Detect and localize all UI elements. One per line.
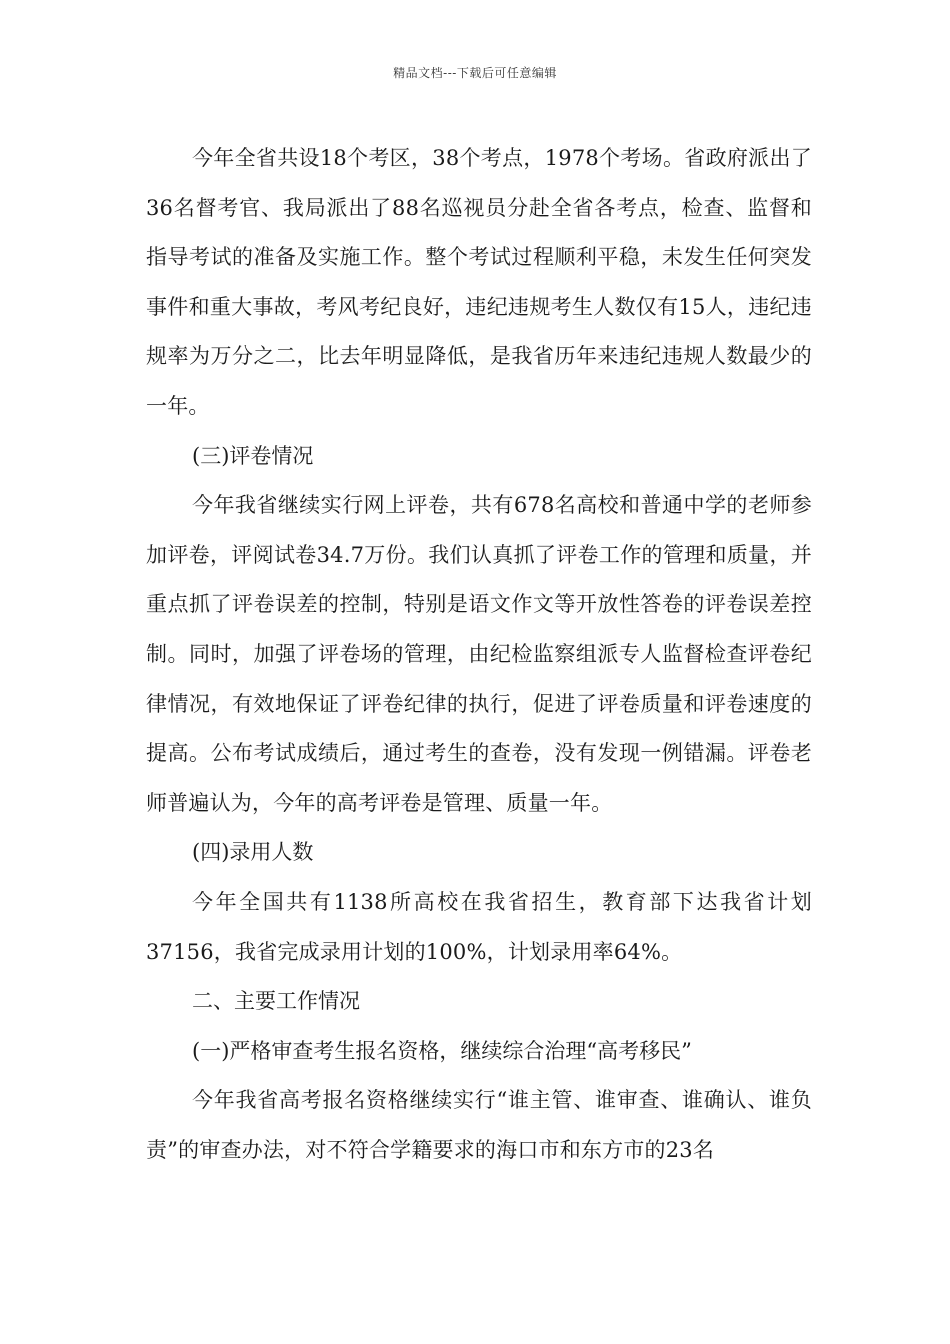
- section-heading-main-work: 二、主要工作情况: [192, 989, 360, 1014]
- section-heading-qualification: (一)严格审查考生报名资格，继续综合治理“高考移民”: [192, 1038, 692, 1063]
- page-header: 精品文档---下载后可任意编辑: [393, 66, 557, 80]
- paragraph-exam-organization: 今年全省共设18个考区，38个考点，1978个考场。省政府派出了36名督考官、我局派出了88名巡视员分赴全省各考点，检查、监督和指导考试的准备及实施工作。整个考试过程顺利平稳，未发生任何突发事件和重大事故，考风考纪良好，违纪违规考生人数仅有15人，违纪违规率为万分之二，比去年明显降低，是我省历年来违纪违规人数最少的一年。: [146, 146, 812, 418]
- section-heading-grading: (三)评卷情况: [192, 443, 314, 468]
- paragraph-grading: 今年我省继续实行网上评卷，共有678名高校和普通中学的老师参加评卷，评阅试卷34.7万份。我们认真抓了评卷工作的管理和质量，并重点抓了评卷误差的控制，特别是语文作文等开放性答卷的评卷误差控制。同时，加强了评卷场的管理，由纪检监察组派专人监督检查评卷纪律情况，有效地保证了评卷纪律的执行，促进了评卷质量和评卷速度的提高。公布考试成绩后，通过考生的查卷，没有发现一例错漏。评卷老师普遍认为，今年的高考评卷是管理、质量一年。: [146, 493, 812, 815]
- document-body: [146, 134, 812, 1175]
- paragraph-admission: 今年全国共有1138所高校在我省招生，教育部下达我省计划37156，我省完成录用计划的100%，计划录用率64%。: [146, 889, 812, 964]
- section-heading-admission: (四)录用人数: [192, 840, 314, 865]
- paragraph-qualification: 今年我省高考报名资格继续实行“谁主管、谁审查、谁确认、谁负责”的审查办法，对不符合学籍要求的海口市和东方市的23名: [146, 1088, 812, 1162]
